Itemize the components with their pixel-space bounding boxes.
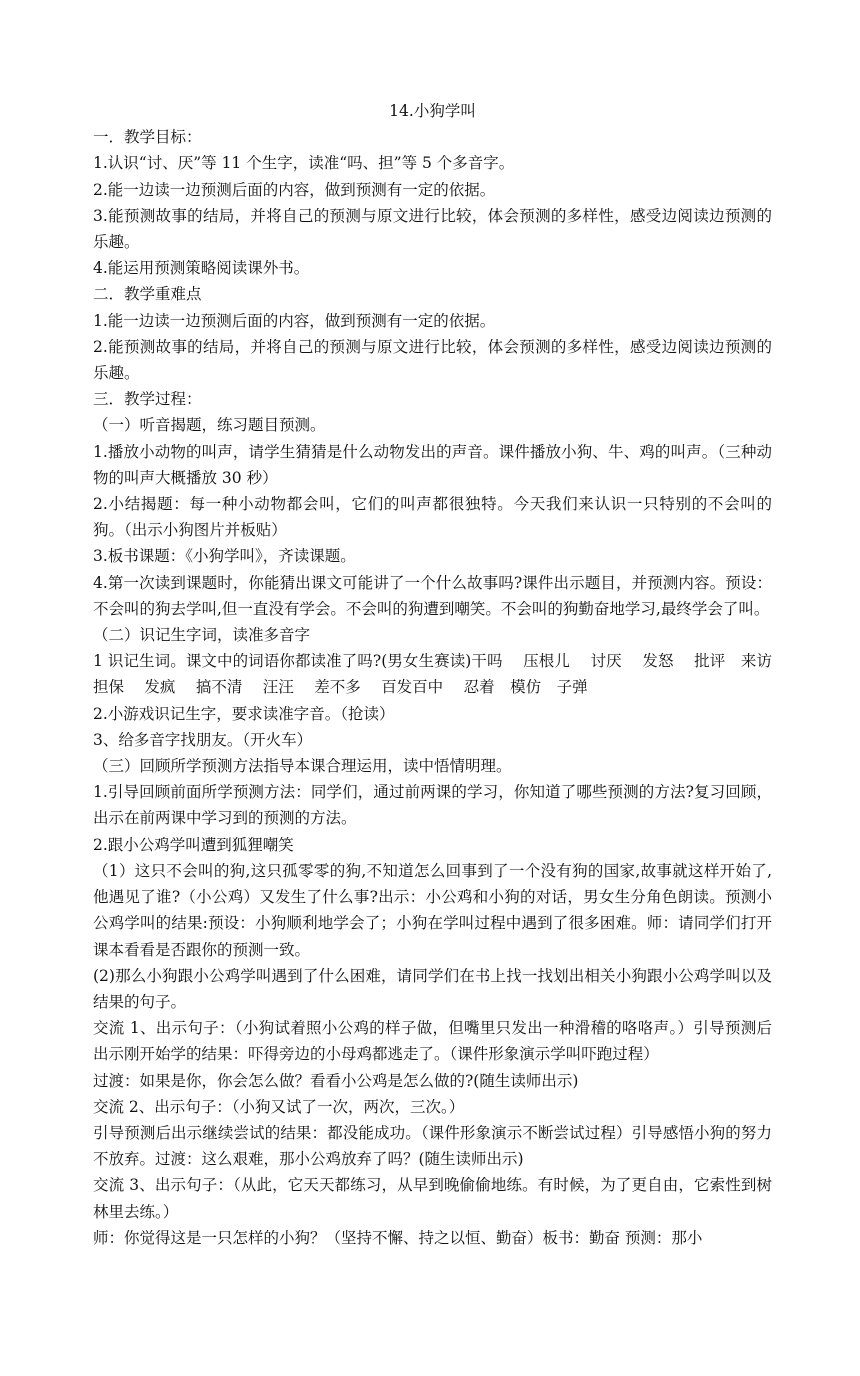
paragraph: 2.跟小公鸡学叫遭到狐狸嘲笑 <box>93 835 294 854</box>
paragraph: 二．教学重难点 <box>93 285 202 304</box>
paragraph: 交流 3、出示句子：（从此，它天天都练习，从早到晚偷偷地练。有时候，为了更自由，它索性到树林里去练。） <box>93 1176 772 1221</box>
paragraph: 过渡：如果是你，你会怎么做？看看小公鸡是怎么做的?(随生读师出示) <box>93 1071 579 1090</box>
paragraph: 交流 1、出示句子：（小狗试着照小公鸡的样子做，但嘴里只发出一种滑稽的咯咯声。）引导预测后出示刚开始学的结果：吓得旁边的小母鸡都逃走了。（课件形象演示学叫吓跑过程） <box>93 1019 772 1064</box>
paragraph: 2.能一边读一边预测后面的内容，做到预测有一定的依据。 <box>93 180 496 199</box>
paragraph: 2.小结揭题：每一种小动物都会叫，它们的叫声都很独特。今天我们来认识一只特别的不会叫的狗。（出示小狗图片并板贴） <box>93 495 772 540</box>
paragraph: 4.能运用预测策略阅读课外书。 <box>93 259 310 278</box>
paragraph: 三．教学过程： <box>93 390 202 409</box>
paragraph: 交流 2、出示句子：（小狗又试了一次，两次，三次。） <box>93 1097 465 1116</box>
paragraph: 1 识记生词。课文中的词语你都读准了吗?(男女生赛读)干吗 压根儿 讨厌 发怒 批评 来访 担保 发疯 搞不清 汪汪 差不多 百发百中 忍着 模仿 子弹 <box>93 652 793 697</box>
paragraph: （一）听音揭题，练习题目预测。 <box>93 416 326 435</box>
paragraph: （三）回顾所学预测方法指导本课合理运用，读中悟情明理。 <box>93 757 512 776</box>
paragraph: 1.认识“讨、厌”等 11 个生字，读准“吗、担”等 5 个多音字。 <box>93 154 515 173</box>
paragraph: 4.第一次读到课题时，你能猜出课文可能讲了一个什么故事吗?课件出示题目，并预测内容。预设：不会叫的狗去学叫,但一直没有学会。不会叫的狗遭到嘲笑。不会叫的狗勤奋地学习,最终学会了叫。 <box>93 573 772 618</box>
paragraph: 1.引导回顾前面所学预测方法：同学们，通过前两课的学习，你知道了哪些预测的方法?复习回顾，出示在前两课中学习到的预测的方法。 <box>93 783 772 828</box>
paragraph: （1）这只不会叫的狗,这只孤零零的狗,不知道怎么回事到了一个没有狗的国家,故事就这样开始了,他遇见了谁?（小公鸡）又发生了什么事?出示：小公鸡和小狗的对话，男女生分角色朗读。预测小公鸡学叫的结果:预设：小狗顺利地学会了；小狗在学叫过程中遇到了很多困难。师：请同学们打开课本看看是否跟你的预测一致。 <box>93 861 772 959</box>
paragraph: 2.小游戏识记生字，要求读准字音。（抢读） <box>93 704 395 723</box>
paragraph: 1.能一边读一边预测后面的内容，做到预测有一定的依据。 <box>93 311 496 330</box>
paragraph: 3、给多音字找朋友。（开火车） <box>93 730 313 749</box>
paragraph: 师：你觉得这是一只怎样的小狗？（坚持不懈、持之以恒、勤奋）板书：勤奋 预测：那小 <box>93 1228 703 1247</box>
paragraph: 一．教学目标： <box>93 128 202 147</box>
paragraph: 3.板书课题：《小狗学叫》，齐读课题。 <box>93 547 356 566</box>
document-body <box>93 124 793 1251</box>
paragraph: 1.播放小动物的叫声，请学生猜猜是什么动物发出的声音。课件播放小狗、牛、鸡的叫声。（三种动物的叫声大概播放 30 秒） <box>93 442 772 487</box>
document-title: 14.小狗学叫 <box>389 102 476 120</box>
paragraph: （二）识记生字词，读准多音字 <box>93 626 311 645</box>
paragraph: (2)那么小狗跟小公鸡学叫遇到了什么困难，请同学们在书上找一找划出相关小狗跟小公鸡学叫以及结果的句子。 <box>93 966 772 1011</box>
paragraph: 引导预测后出示继续尝试的结果：都没能成功。（课件形象演示不断尝试过程）引导感悟小狗的努力不放弃。过渡：这么艰难，那小公鸡放弃了吗？(随生读师出示) <box>93 1123 772 1169</box>
paragraph: 2.能预测故事的结局，并将自己的预测与原文进行比较，体会预测的多样性，感受边阅读边预测的乐趣。 <box>93 337 772 383</box>
paragraph: 3.能预测故事的结局，并将自己的预测与原文进行比较，体会预测的多样性，感受边阅读边预测的乐趣。 <box>93 206 772 252</box>
